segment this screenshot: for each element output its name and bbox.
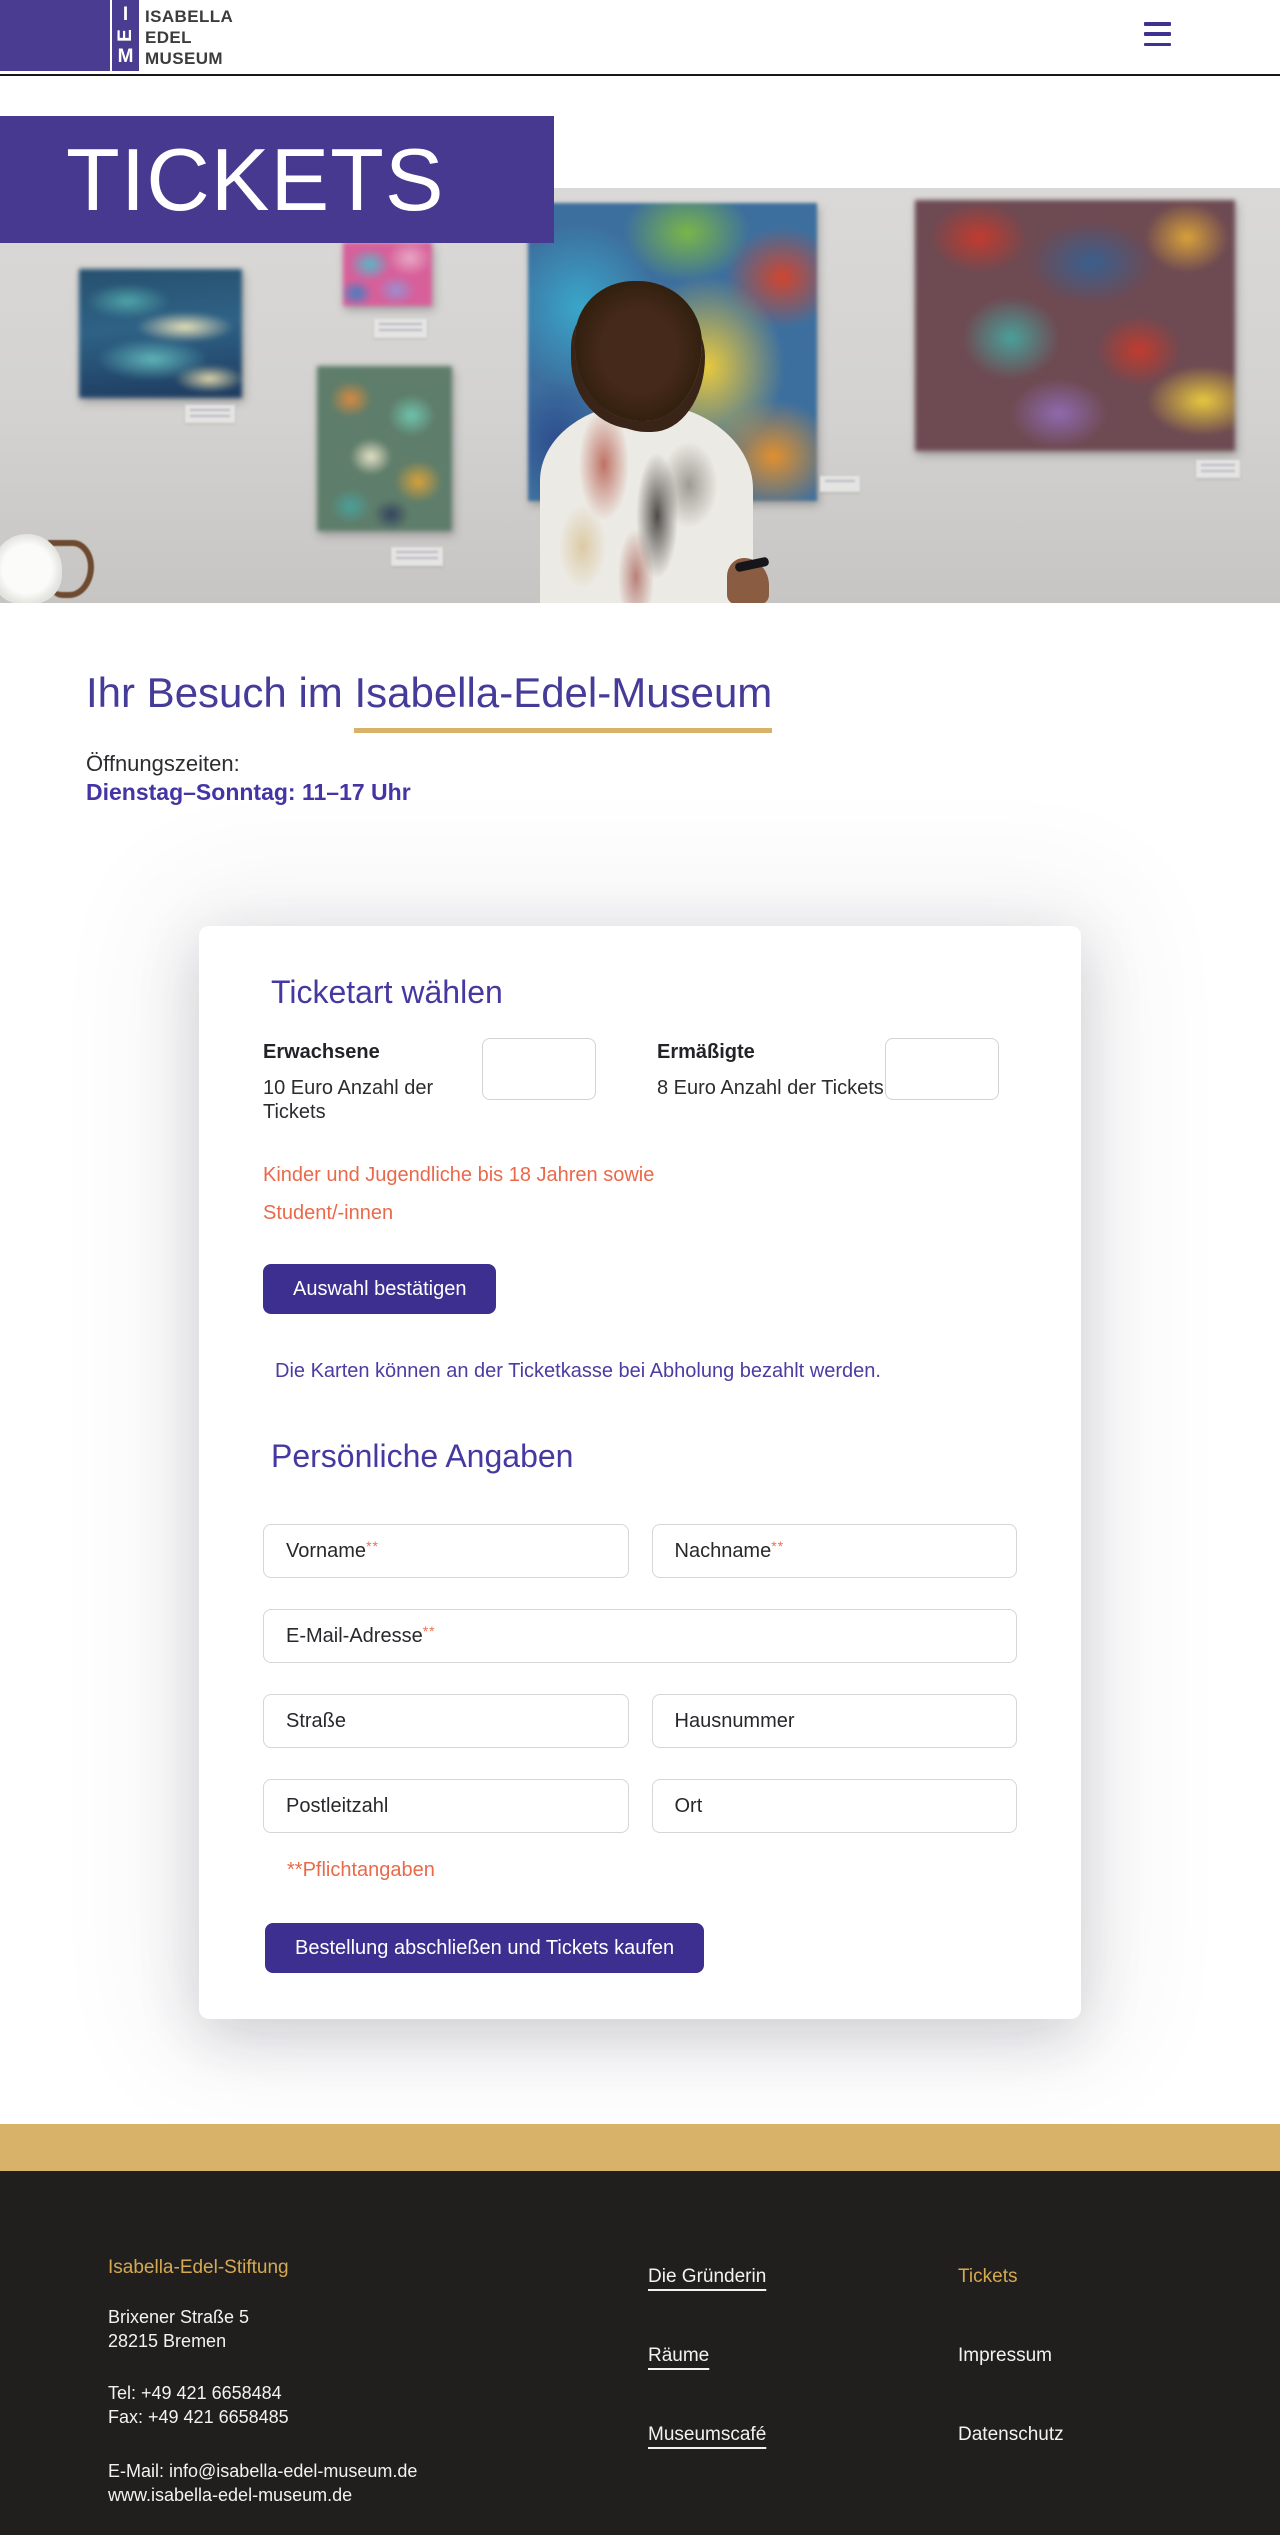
opening-hours-label: Öffnungszeiten: — [86, 751, 240, 776]
hamburger-bar — [1144, 32, 1171, 36]
ticket-option-label: Ermäßigte — [657, 1041, 755, 1063]
footer-website-line: www.isabella-edel-museum.de — [108, 2485, 353, 2505]
visitor-hair — [575, 281, 702, 421]
logo-letter-i: I — [122, 4, 129, 25]
painting-pink-abstract — [343, 242, 432, 306]
footer-link-raeume[interactable]: Räume — [648, 2345, 710, 2366]
nachname-label: Nachname — [674, 1539, 772, 1562]
ticket-type-heading: Ticketart wählen — [271, 974, 503, 1010]
ticket-options-row — [263, 1038, 1017, 1124]
opening-hours-value: Dienstag–Sonntag: 11–17 Uhr — [86, 779, 411, 805]
visit-heading-prefix: Ihr Besuch im — [86, 669, 355, 716]
erwachsene-quantity-input[interactable] — [482, 1038, 596, 1100]
strasse-input[interactable] — [263, 1694, 629, 1748]
ticket-card — [199, 926, 1081, 2019]
ticket-option-price: 8 Euro Anzahl der Tickets — [657, 1077, 884, 1099]
required-mark: ** — [422, 1623, 436, 1639]
footer-link-museumscafe[interactable]: Museumscafé — [648, 2424, 767, 2445]
hausnummer-label: Hausnummer — [674, 1709, 795, 1732]
footer-org-title: Isabella-Edel-Stiftung — [108, 2257, 289, 2278]
logo-letter-m: M — [117, 46, 134, 67]
footer-link-impressum[interactable]: Impressum — [958, 2345, 1052, 2366]
discount-note-line-1: Kinder und Jugendliche bis 18 Jahren sowie — [263, 1164, 655, 1186]
ticket-option-price: 10 Euro Anzahl der Tickets — [263, 1077, 434, 1123]
site-header — [0, 0, 1280, 76]
gold-divider-bar — [0, 2124, 1280, 2171]
required-mark: ** — [366, 1538, 379, 1554]
footer-nav-column — [648, 2257, 958, 2535]
payment-note: Die Karten können an der Ticketkasse bei Abholung bezahlt werden. — [275, 1360, 881, 1382]
white-sculpture — [0, 534, 62, 603]
submit-order-button[interactable]: Bestellung abschließen und Tickets kaufen — [265, 1923, 704, 1973]
visitor-person — [540, 403, 753, 603]
intro-section — [0, 603, 1280, 807]
footer-tel: Tel: +49 421 6658484 — [108, 2383, 282, 2403]
discount-note — [263, 1162, 1017, 1226]
footer-meta-column — [958, 2257, 1280, 2535]
site-footer — [0, 2171, 1280, 2535]
opening-hours — [86, 751, 1280, 807]
ticket-option-ermaessigte — [657, 1038, 999, 1124]
wall-label — [391, 547, 443, 566]
footer-link-gruenderin[interactable]: Die Gründerin — [648, 2266, 767, 2287]
brand-name — [145, 0, 233, 71]
painting-mosaic-abstract — [317, 366, 452, 531]
footer-address-line-1: Brixener Straße 5 — [108, 2307, 250, 2327]
wall-label — [820, 476, 860, 492]
email-input[interactable] — [263, 1609, 1017, 1663]
footer-link-datenschutz[interactable]: Datenschutz — [958, 2424, 1064, 2445]
email-label: E-Mail-Adresse — [286, 1624, 423, 1647]
discount-note-line-2: Student/-innen — [263, 1202, 394, 1224]
ticket-option-erwachsene — [263, 1038, 657, 1124]
ort-input[interactable] — [652, 1779, 1018, 1833]
footer-contact-column — [108, 2257, 648, 2535]
gallery-photo — [0, 188, 1280, 603]
brand-line-3: MUSEUM — [145, 49, 223, 68]
visit-heading-highlight: Isabella-Edel-Museum — [354, 669, 772, 733]
footer-email — [108, 2459, 648, 2507]
logo-monogram — [112, 0, 139, 71]
hamburger-bar — [1144, 43, 1171, 47]
brand-line-1: ISABELLA — [145, 7, 234, 26]
painting-right-colorful — [915, 200, 1235, 451]
ermaessigte-quantity-input[interactable] — [885, 1038, 999, 1100]
hamburger-bar — [1144, 22, 1171, 26]
postleitzahl-input[interactable] — [263, 1779, 629, 1833]
hero-section — [0, 76, 1280, 603]
personal-data-heading: Persönliche Angaben — [271, 1438, 574, 1474]
brand-line-2: EDEL — [145, 28, 192, 47]
personal-data-form — [263, 1524, 1017, 1833]
required-mark: ** — [771, 1538, 785, 1554]
vorname-input[interactable] — [263, 1524, 629, 1578]
page-title: TICKETS — [66, 129, 445, 229]
wall-label — [374, 319, 427, 338]
hamburger-menu-icon[interactable] — [1144, 22, 1171, 46]
ticket-option-label: Erwachsene — [263, 1041, 380, 1063]
vorname-label: Vorname — [286, 1539, 367, 1562]
logo-purple-block — [0, 0, 110, 71]
strasse-label: Straße — [286, 1709, 347, 1732]
footer-phone — [108, 2381, 648, 2429]
hausnummer-input[interactable] — [652, 1694, 1018, 1748]
footer-fax: Fax: +49 421 6658485 — [108, 2407, 289, 2427]
postleitzahl-label: Postleitzahl — [286, 1794, 389, 1817]
confirm-selection-button[interactable]: Auswahl bestätigen — [263, 1264, 496, 1314]
tickets-banner — [0, 116, 554, 243]
nachname-input[interactable] — [652, 1524, 1018, 1578]
wall-label — [1196, 460, 1240, 478]
logo-letter-e-rotated: E — [115, 29, 136, 42]
painting-blue-abstract — [79, 269, 242, 398]
ticket-option-texts — [263, 1038, 482, 1124]
footer-link-tickets[interactable]: Tickets — [958, 2266, 1018, 2287]
footer-address — [108, 2305, 648, 2353]
ort-label: Ort — [674, 1794, 703, 1817]
required-fields-note: **Pflichtangaben — [287, 1859, 435, 1881]
footer-address-line-2: 28215 Bremen — [108, 2331, 227, 2351]
wall-label — [185, 405, 235, 423]
museum-logo[interactable] — [0, 0, 233, 71]
ticket-option-texts — [657, 1038, 885, 1100]
footer-email-line: E-Mail: info@isabella-edel-museum.de — [108, 2461, 418, 2481]
visit-heading — [86, 667, 1280, 719]
